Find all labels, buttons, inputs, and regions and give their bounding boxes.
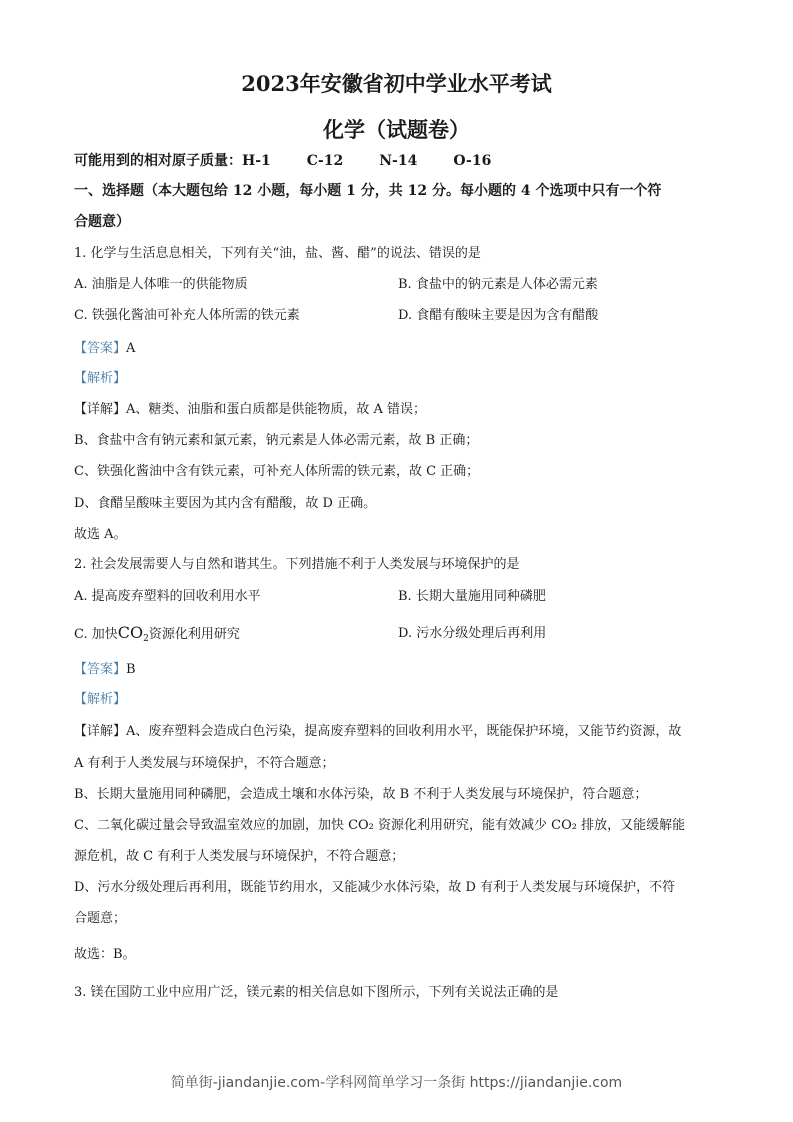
question-1-option-d: D. 食醋有酸味主要是因为含有醋酸 bbox=[398, 308, 599, 323]
analysis-label: 【解析】 bbox=[74, 692, 127, 707]
question-1-stem: 1. 化学与生活息息相关，下列有关“油，盐、酱、醋”的说法、错误的是 bbox=[74, 246, 481, 261]
question-3-stem: 3. 镁在国防工业中应用广泛，镁元素的相关信息如下图所示，下列有关说法正确的是 bbox=[74, 985, 559, 1000]
footer-watermark: 简单街-jiandanjie.com-学科网简单学习一条街 https://jiandanjie.com bbox=[170, 1075, 623, 1091]
co2-formula: CO bbox=[117, 623, 144, 642]
answer-label: 【答案】 bbox=[74, 662, 127, 677]
question-2-detail-6: D、污水分级处理后再利用，既能节约用水，又能减少水体污染，故 D 有利于人类发展与环境保护，不符 bbox=[74, 880, 676, 895]
option-c-prefix: C. 加快 bbox=[74, 627, 118, 642]
question-2-option-b: B. 长期大量施用同种磷肥 bbox=[398, 589, 546, 604]
question-2-answer bbox=[74, 662, 136, 678]
question-1-option-b: B. 食盐中的钠元素是人体必需元素 bbox=[398, 277, 598, 292]
question-2-stem: 2. 社会发展需要人与自然和谐其生。下列措施不利于人类发展与环境保护的是 bbox=[74, 557, 520, 572]
question-2-detail-4: C、二氧化碳过量会导致温室效应的加剧，加快 CO₂ 资源化利用研究，能有效减少 CO₂ 排放，又能缓解能 bbox=[74, 818, 686, 833]
atomic-masses-label: 可能用到的相对原子质量： bbox=[74, 153, 242, 169]
answer-label: 【答案】 bbox=[74, 341, 127, 356]
question-2-option-c bbox=[74, 625, 240, 647]
question-2-detail-1 bbox=[74, 724, 681, 740]
detail-text: A、废弃塑料会造成白色污染，提高废弃塑料的回收利用水平，既能保护环境，又能节约资源，故 bbox=[126, 724, 682, 739]
mass-c: C-12 bbox=[306, 153, 344, 169]
section-heading-line1: 一、选择题（本大题包给 12 小题，每小题 1 分，共 12 分。每小题的 4 个选项中只有一个符 bbox=[74, 183, 662, 199]
question-2-option-a: A. 提高废弃塑料的回收利用水平 bbox=[74, 589, 261, 604]
mass-n: N-14 bbox=[379, 153, 418, 169]
question-2-conclusion: 故选：B。 bbox=[74, 947, 136, 962]
answer-value: B bbox=[126, 662, 136, 677]
question-2-detail-2: A 有利于人类发展与环境保护，不符合题意； bbox=[74, 756, 335, 771]
question-1-analysis bbox=[74, 371, 126, 387]
question-1-option-a: A. 油脂是人体唯一的供能物质 bbox=[74, 277, 248, 292]
mass-o: O-16 bbox=[453, 153, 492, 169]
question-2-detail-7: 合题意； bbox=[74, 911, 127, 926]
question-1-conclusion: 故选 A。 bbox=[74, 527, 127, 542]
detail-label: 【详解】 bbox=[74, 724, 127, 739]
question-1-detail-3: C、铁强化酱油中含有铁元素，可补充人体所需的铁元素，故 C 正确； bbox=[74, 464, 480, 479]
detail-text: A、糖类、油脂和蛋白质都是供能物质，故 A 错误； bbox=[126, 402, 427, 417]
question-2-analysis bbox=[74, 692, 126, 708]
question-1-detail-4: D、食醋呈酸味主要因为其内含有醋酸，故 D 正确。 bbox=[74, 496, 377, 511]
question-1-detail-2: B、食盐中含有钠元素和氯元素，钠元素是人体必需元素，故 B 正确； bbox=[74, 433, 479, 448]
exam-subtitle: 化学（试题卷） bbox=[323, 117, 470, 142]
question-1-detail-1 bbox=[74, 402, 426, 418]
option-c-suffix: 资源化利用研究 bbox=[148, 627, 240, 642]
exam-title: 2023年安徽省初中学业水平考试 bbox=[241, 71, 552, 96]
question-2-detail-3: B、长期大量施用同种磷肥，会造成土壤和水体污染，故 B 不利于人类发展与环境保护，符合题意； bbox=[74, 787, 648, 802]
mass-h: H-1 bbox=[242, 153, 271, 169]
co2-subscript: 2 bbox=[143, 634, 149, 644]
question-2-option-d: D. 污水分级处理后再利用 bbox=[398, 626, 547, 641]
detail-label: 【详解】 bbox=[74, 402, 127, 417]
answer-value: A bbox=[126, 341, 136, 356]
analysis-label: 【解析】 bbox=[74, 371, 127, 386]
section-heading-line2: 合题意） bbox=[74, 214, 130, 230]
atomic-masses bbox=[74, 153, 491, 169]
question-2-detail-5: 源危机，故 C 有利于人类发展与环境保护，不符合题意； bbox=[74, 849, 405, 864]
question-1-answer bbox=[74, 341, 135, 357]
question-1-option-c: C. 铁强化酱油可补充人体所需的铁元素 bbox=[74, 308, 300, 323]
